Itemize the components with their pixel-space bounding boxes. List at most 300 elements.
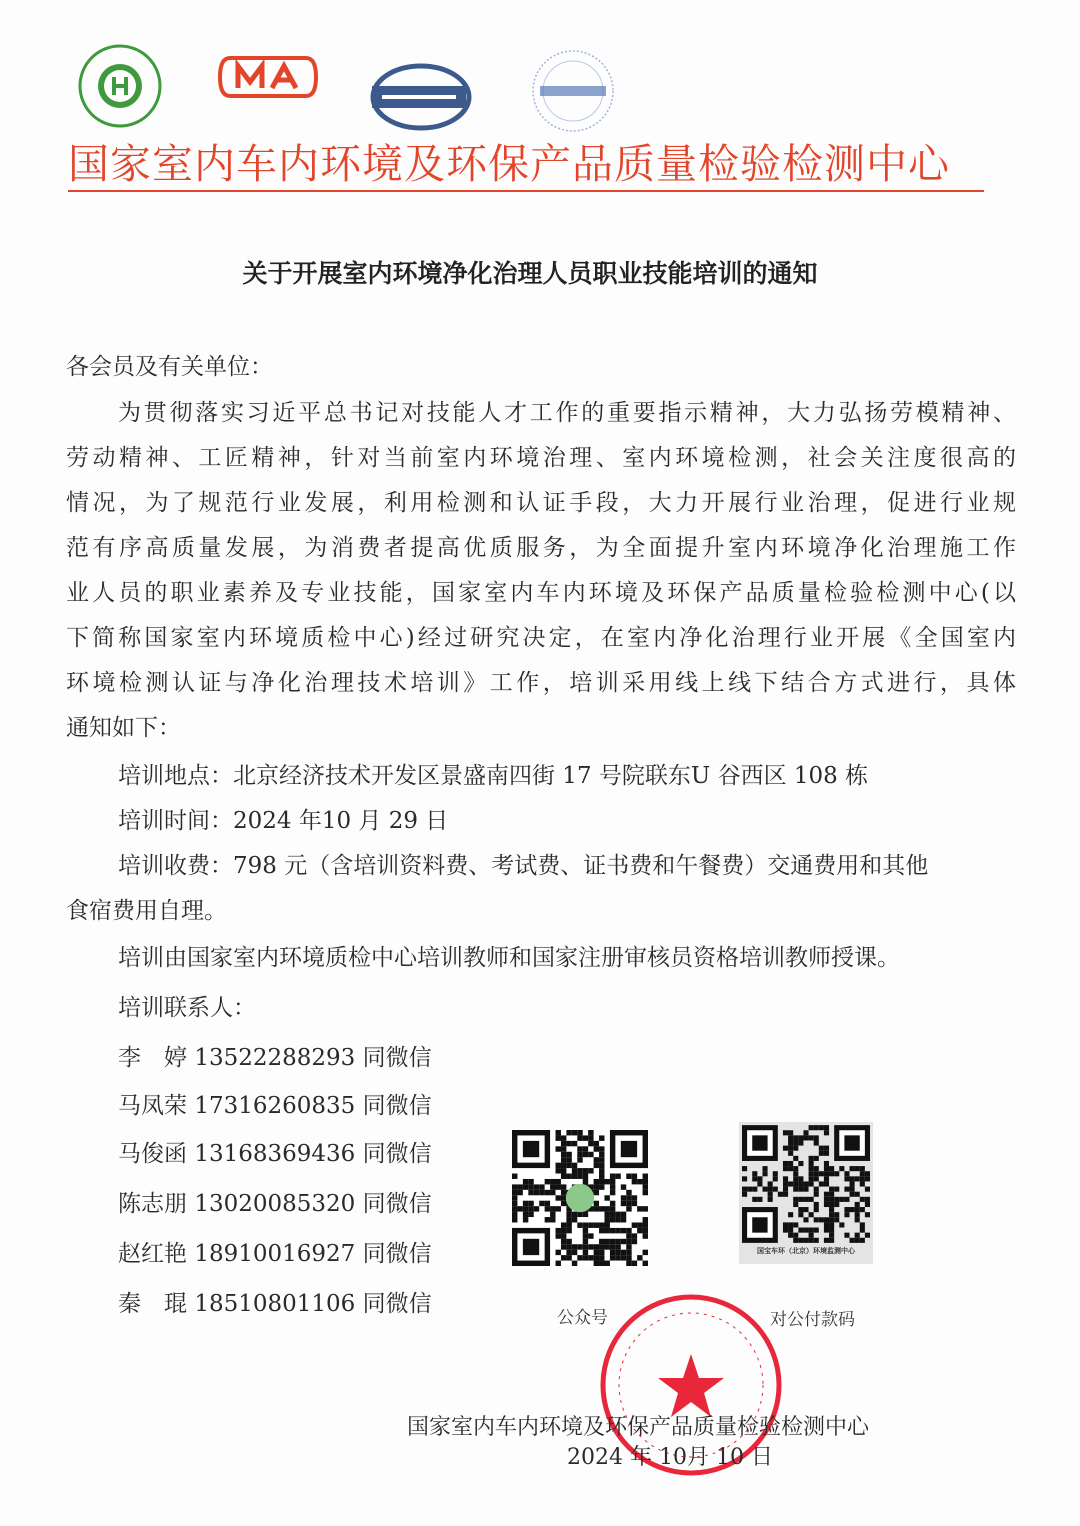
- qr-module: [793, 1238, 798, 1243]
- qr-module: [523, 1179, 528, 1184]
- qr-module: [844, 1197, 849, 1202]
- qr-module: [865, 1233, 870, 1238]
- qr-module: [850, 1238, 855, 1243]
- qr-module: [512, 1195, 517, 1200]
- qr-module: [517, 1184, 522, 1189]
- qr-module: [610, 1250, 615, 1255]
- contact-note: 同微信: [362, 1191, 432, 1217]
- qr-module: [829, 1228, 834, 1233]
- qr-module: [610, 1217, 615, 1222]
- qr-module: [855, 1217, 860, 1222]
- qr-module: [626, 1244, 631, 1249]
- qr-module: [604, 1239, 609, 1244]
- qr-module: [814, 1171, 819, 1176]
- qr-module: [819, 1151, 824, 1156]
- qr-module: [566, 1255, 571, 1260]
- qr-module: [803, 1217, 808, 1222]
- qr-module: [566, 1250, 571, 1255]
- training-teachers: 培训由国家室内环境质检中心培训教师和国家注册审核员资格培训教师授课。: [118, 945, 900, 971]
- qr-module: [604, 1244, 609, 1249]
- qr-module: [788, 1222, 793, 1227]
- qr-module: [803, 1187, 808, 1192]
- qr-module: [599, 1222, 604, 1227]
- qr-module: [561, 1244, 566, 1249]
- contact-note: 同微信: [362, 1093, 432, 1119]
- qr-module: [561, 1201, 566, 1206]
- qr-module: [588, 1168, 593, 1173]
- qr-module: [534, 1184, 539, 1189]
- qr-module: [814, 1187, 819, 1192]
- qr-module: [599, 1174, 604, 1179]
- training-fee: 培训收费：798 元（含培训资料费、考试费、证书费和午餐费）交通费用和其他: [118, 853, 929, 879]
- qr-module: [860, 1181, 865, 1186]
- qr-module: [604, 1222, 609, 1227]
- qr-module: [588, 1255, 593, 1260]
- qr-module: [788, 1130, 793, 1135]
- training-location: 培训地点：北京经济技术开发区景盛南四街 17 号院联东U 谷西区 108 栋: [118, 763, 869, 789]
- qr-module: [583, 1228, 588, 1233]
- qr-module: [545, 1179, 550, 1184]
- qr-module: [588, 1130, 593, 1135]
- qr-module: [824, 1176, 829, 1181]
- qr-module: [604, 1206, 609, 1211]
- qr-module: [809, 1125, 814, 1130]
- qr-module: [829, 1171, 834, 1176]
- qr-module: [798, 1197, 803, 1202]
- qr-module: [599, 1163, 604, 1168]
- qr-module: [783, 1192, 788, 1197]
- qr-module: [824, 1192, 829, 1197]
- qr-module: [599, 1255, 604, 1260]
- qr-module: [577, 1212, 582, 1217]
- qr-module: [604, 1261, 609, 1266]
- contact-phone: 13168369436: [194, 1141, 356, 1167]
- qr-module: [610, 1255, 615, 1260]
- qr-module: [523, 1201, 528, 1206]
- qr-module: [783, 1166, 788, 1171]
- body-line: 范有序高质量发展，为消费者提高优质服务，为全面提升室内环境净化治理施工作: [66, 535, 1016, 561]
- qr-module: [583, 1222, 588, 1227]
- qr-module: [556, 1168, 561, 1173]
- public-account-qr-code[interactable]: [512, 1130, 648, 1266]
- qr-module: [615, 1212, 620, 1217]
- qr-module: [626, 1261, 631, 1266]
- qr-module: [865, 1176, 870, 1181]
- qr-module: [834, 1197, 839, 1202]
- qr-module: [803, 1228, 808, 1233]
- qr-module: [643, 1228, 648, 1233]
- qr-module: [783, 1176, 788, 1181]
- qr-module: [788, 1228, 793, 1233]
- payment-label: 对公付款码: [770, 1310, 855, 1330]
- qr-module: [834, 1212, 839, 1217]
- qr-module: [577, 1157, 582, 1162]
- qr-module: [583, 1152, 588, 1157]
- qr-module: [517, 1206, 522, 1211]
- qr-module: [798, 1207, 803, 1212]
- qr-module: [561, 1135, 566, 1140]
- qr-module: [824, 1161, 829, 1166]
- salutation: 各会员及有关单位：: [66, 354, 273, 380]
- qr-module: [793, 1171, 798, 1176]
- qr-module: [512, 1206, 517, 1211]
- qr-module: [819, 1146, 824, 1151]
- qr-module: [523, 1206, 528, 1211]
- qr-module: [850, 1187, 855, 1192]
- qr-module: [572, 1174, 577, 1179]
- qr-module: [594, 1261, 599, 1266]
- qr-module: [556, 1233, 561, 1238]
- body-line: 业人员的职业素养及专业技能，国家室内车内环境及环保产品质量检验检测中心(以: [66, 580, 1016, 606]
- qr-module: [512, 1190, 517, 1195]
- qr-module: [594, 1250, 599, 1255]
- qr-module: [583, 1233, 588, 1238]
- contact-name: 马俊函: [118, 1141, 187, 1167]
- qr-module: [809, 1181, 814, 1186]
- qr-module: [583, 1168, 588, 1173]
- qr-module: [855, 1238, 860, 1243]
- qr-module: [512, 1201, 517, 1206]
- qr-module: [534, 1206, 539, 1211]
- qr-module: [778, 1192, 783, 1197]
- qr-module: [599, 1184, 604, 1189]
- qr-module: [637, 1255, 642, 1260]
- payment-qr-card[interactable]: [739, 1122, 873, 1264]
- qr-module: [566, 1212, 571, 1217]
- qr-module: [523, 1184, 528, 1189]
- qr-finder-mark: [844, 1135, 859, 1150]
- payment-qr-caption: 国宝车环（北京）环境监测中心: [757, 1247, 855, 1255]
- qr-module: [588, 1222, 593, 1227]
- qr-module: [829, 1207, 834, 1212]
- qr-module: [621, 1184, 626, 1189]
- qr-center-logo-icon: [566, 1184, 594, 1212]
- qr-module: [752, 1197, 757, 1202]
- qr-module: [855, 1166, 860, 1171]
- qr-module: [788, 1151, 793, 1156]
- qr-module: [814, 1238, 819, 1243]
- qr-module: [594, 1163, 599, 1168]
- qr-module: [550, 1206, 555, 1211]
- qr-module: [814, 1156, 819, 1161]
- contact-name: 马凤荣: [118, 1093, 187, 1119]
- qr-module: [844, 1176, 849, 1181]
- qr-module: [814, 1228, 819, 1233]
- qr-module: [752, 1171, 757, 1176]
- contact-note: 同微信: [362, 1045, 432, 1071]
- qr-module: [594, 1141, 599, 1146]
- qr-module: [803, 1238, 808, 1243]
- qr-module: [539, 1184, 544, 1189]
- qr-module: [577, 1222, 582, 1227]
- qr-module: [566, 1141, 571, 1146]
- qr-module: [594, 1206, 599, 1211]
- qr-module: [824, 1151, 829, 1156]
- qr-module: [824, 1125, 829, 1130]
- qr-module: [860, 1222, 865, 1227]
- qr-module: [860, 1207, 865, 1212]
- qr-module: [583, 1146, 588, 1151]
- qr-module: [583, 1255, 588, 1260]
- qr-module: [626, 1255, 631, 1260]
- qr-module: [855, 1207, 860, 1212]
- qr-module: [742, 1166, 747, 1171]
- qr-module: [512, 1212, 517, 1217]
- qr-module: [523, 1212, 528, 1217]
- training-fee-cont: 食宿费用自理。: [66, 898, 227, 924]
- qr-module: [572, 1212, 577, 1217]
- qr-module: [615, 1250, 620, 1255]
- qr-module: [814, 1202, 819, 1207]
- qr-module: [844, 1212, 849, 1217]
- qr-module: [824, 1146, 829, 1151]
- qr-module: [583, 1212, 588, 1217]
- qr-module: [512, 1174, 517, 1179]
- qr-module: [599, 1168, 604, 1173]
- qr-module: [604, 1179, 609, 1184]
- qr-module: [594, 1222, 599, 1227]
- qr-module: [819, 1217, 824, 1222]
- qr-module: [819, 1181, 824, 1186]
- qr-module: [566, 1228, 571, 1233]
- qr-module: [757, 1197, 762, 1202]
- qr-module: [768, 1192, 773, 1197]
- qr-module: [556, 1184, 561, 1189]
- qr-module: [561, 1174, 566, 1179]
- qr-module: [572, 1130, 577, 1135]
- qr-module: [572, 1163, 577, 1168]
- qr-module: [643, 1261, 648, 1266]
- qr-module: [643, 1250, 648, 1255]
- qr-module: [604, 1228, 609, 1233]
- qr-module: [528, 1206, 533, 1211]
- qr-module: [599, 1250, 604, 1255]
- qr-module: [855, 1176, 860, 1181]
- qr-module: [768, 1187, 773, 1192]
- qr-module: [809, 1228, 814, 1233]
- qr-module: [814, 1125, 819, 1130]
- qr-module: [637, 1222, 642, 1227]
- qr-module: [814, 1192, 819, 1197]
- qr-module: [610, 1174, 615, 1179]
- qr-module: [615, 1174, 620, 1179]
- qr-module: [788, 1212, 793, 1217]
- qr-module: [829, 1192, 834, 1197]
- qr-module: [783, 1130, 788, 1135]
- qr-module: [615, 1217, 620, 1222]
- qr-module: [545, 1201, 550, 1206]
- qr-module: [637, 1206, 642, 1211]
- qr-module: [850, 1176, 855, 1181]
- qr-module: [643, 1179, 648, 1184]
- qr-module: [860, 1176, 865, 1181]
- qr-module: [599, 1244, 604, 1249]
- signature-org: 国家室内车内环境及环保产品质量检验检测中心: [407, 1415, 870, 1440]
- qr-module: [824, 1181, 829, 1186]
- qr-module: [621, 1250, 626, 1255]
- qr-module: [824, 1202, 829, 1207]
- qr-module: [793, 1140, 798, 1145]
- qr-module: [793, 1233, 798, 1238]
- qr-module: [824, 1171, 829, 1176]
- qr-module: [550, 1212, 555, 1217]
- qr-module: [783, 1222, 788, 1227]
- qr-module: [814, 1176, 819, 1181]
- qr-module: [550, 1184, 555, 1189]
- qr-module: [566, 1174, 571, 1179]
- qr-module: [844, 1187, 849, 1192]
- qr-module: [860, 1197, 865, 1202]
- contact-name: 陈志朋: [118, 1191, 187, 1217]
- qr-module: [626, 1239, 631, 1244]
- qr-module: [860, 1238, 865, 1243]
- qr-module: [626, 1206, 631, 1211]
- qr-module: [566, 1244, 571, 1249]
- qr-module: [556, 1146, 561, 1151]
- qr-module: [610, 1201, 615, 1206]
- organization-title: 国家室内车内环境及环保产品质量检验检测中心: [68, 138, 984, 192]
- qr-module: [814, 1217, 819, 1222]
- qr-module: [583, 1244, 588, 1249]
- qr-module: [572, 1217, 577, 1222]
- body-line: 下简称国家室内环境质检中心)经过研究决定，在室内净化治理行业开展《全国室内: [66, 625, 1016, 651]
- qr-module: [626, 1195, 631, 1200]
- qr-module: [556, 1135, 561, 1140]
- qr-module: [577, 1146, 582, 1151]
- qr-module: [844, 1233, 849, 1238]
- qr-module: [788, 1233, 793, 1238]
- contact-name: 李 婷: [118, 1045, 187, 1071]
- body-line: 环境检测认证与净化治理技术培训》工作，培训采用线上线下结合方式进行，具体: [66, 670, 1016, 696]
- qr-module: [561, 1163, 566, 1168]
- qr-module: [599, 1206, 604, 1211]
- qr-module: [594, 1255, 599, 1260]
- qr-module: [809, 1212, 814, 1217]
- qr-module: [788, 1146, 793, 1151]
- qr-module: [561, 1255, 566, 1260]
- qr-module: [814, 1207, 819, 1212]
- qr-module: [632, 1195, 637, 1200]
- qr-module: [819, 1171, 824, 1176]
- qr-module: [855, 1192, 860, 1197]
- qr-module: [556, 1130, 561, 1135]
- qr-module: [809, 1135, 814, 1140]
- qr-module: [583, 1135, 588, 1140]
- contact-row: [66, 1139, 498, 1169]
- qr-module: [588, 1141, 593, 1146]
- qr-module: [566, 1157, 571, 1162]
- qr-module: [788, 1161, 793, 1166]
- qr-module: [803, 1197, 808, 1202]
- qr-module: [803, 1207, 808, 1212]
- qr-module: [632, 1201, 637, 1206]
- qr-finder-mark: [752, 1135, 767, 1150]
- qr-module: [742, 1176, 747, 1181]
- qr-module: [773, 1171, 778, 1176]
- qr-module: [798, 1187, 803, 1192]
- qr-module: [610, 1179, 615, 1184]
- qr-module: [773, 1187, 778, 1192]
- qr-module: [599, 1152, 604, 1157]
- qr-module: [512, 1184, 517, 1189]
- qr-module: [855, 1233, 860, 1238]
- qr-module: [528, 1201, 533, 1206]
- qr-module: [599, 1179, 604, 1184]
- payment-qr-code[interactable]: [742, 1125, 870, 1243]
- ilac-mra-logo: [526, 48, 620, 134]
- qr-module: [834, 1171, 839, 1176]
- qr-module: [829, 1212, 834, 1217]
- qr-module: [742, 1192, 747, 1197]
- qr-module: [798, 1212, 803, 1217]
- qr-module: [566, 1130, 571, 1135]
- qr-module: [844, 1207, 849, 1212]
- qr-module: [834, 1217, 839, 1222]
- qr-finder-mark: [621, 1141, 637, 1157]
- qr-module: [561, 1233, 566, 1238]
- qr-module: [783, 1181, 788, 1186]
- qr-module: [556, 1195, 561, 1200]
- qr-module: [604, 1212, 609, 1217]
- qr-module: [798, 1228, 803, 1233]
- contact-name: 秦 琨: [118, 1291, 187, 1317]
- qr-module: [561, 1222, 566, 1227]
- qr-module: [561, 1190, 566, 1195]
- qr-module: [528, 1179, 533, 1184]
- qr-module: [829, 1238, 834, 1243]
- qr-module: [545, 1190, 550, 1195]
- qr-module: [829, 1202, 834, 1207]
- contact-row: [66, 1239, 498, 1269]
- qr-finder-mark: [523, 1141, 539, 1157]
- qr-module: [839, 1222, 844, 1227]
- qr-module: [793, 1176, 798, 1181]
- qr-module: [615, 1228, 620, 1233]
- body-line: 劳动精神、工匠精神，针对当前室内环境治理、室内环境检测，社会关注度很高的: [66, 445, 1016, 471]
- qr-module: [566, 1163, 571, 1168]
- qr-module: [550, 1179, 555, 1184]
- qr-module: [824, 1197, 829, 1202]
- contact-phone: 18910016927: [194, 1241, 356, 1267]
- qr-module: [517, 1190, 522, 1195]
- qr-module: [798, 1161, 803, 1166]
- qr-module: [528, 1212, 533, 1217]
- qr-module: [561, 1239, 566, 1244]
- qr-module: [545, 1206, 550, 1211]
- qr-module: [610, 1184, 615, 1189]
- qr-module: [626, 1201, 631, 1206]
- qr-module: [621, 1212, 626, 1217]
- qr-module: [752, 1187, 757, 1192]
- body-line: 情况，为了规范行业发展，利用检测和认证手段，大力开展行业治理，促进行业规: [66, 490, 1016, 516]
- qr-module: [594, 1157, 599, 1162]
- qr-module: [610, 1228, 615, 1233]
- qr-module: [577, 1135, 582, 1140]
- qr-module: [615, 1244, 620, 1249]
- qr-module: [556, 1163, 561, 1168]
- qr-module: [762, 1171, 767, 1176]
- contact-row: [66, 1043, 498, 1073]
- qr-module: [829, 1197, 834, 1202]
- qr-module: [528, 1190, 533, 1195]
- contact-phone: 18510801106: [194, 1291, 356, 1317]
- qr-module: [793, 1181, 798, 1186]
- qr-module: [860, 1166, 865, 1171]
- qr-module: [824, 1238, 829, 1243]
- qr-module: [809, 1176, 814, 1181]
- qr-module: [834, 1202, 839, 1207]
- public-account-label: 公众号: [557, 1308, 608, 1328]
